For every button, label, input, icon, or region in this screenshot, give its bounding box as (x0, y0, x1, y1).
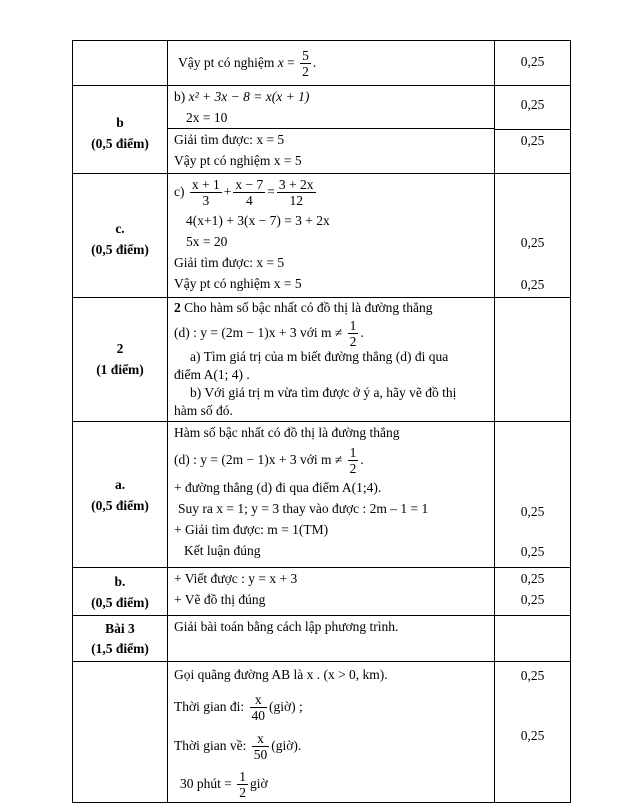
content-cell: + Viết được : y = x + 3 + Vẽ đồ thị đúng (168, 568, 495, 616)
score-cell: 0,25 0,25 (495, 86, 571, 174)
table-row (73, 568, 571, 616)
content-cell: Giải bài toán bằng cách lập phương trình. (168, 616, 495, 662)
label-cell: c. (0,5 điểm) (73, 174, 168, 298)
content-cell: Vậy pt có nghiệm x = $\frac{5}{2}$ . (168, 41, 495, 86)
label-cell (73, 41, 168, 86)
answer-table (72, 40, 571, 803)
table-row (73, 662, 571, 803)
score-cell: 0,25 (495, 41, 571, 86)
label-cell: b (0,5 điểm) (73, 86, 168, 174)
score-cell: 0,25 0,25 (495, 568, 571, 616)
table-row (73, 298, 571, 422)
table-row (73, 174, 571, 298)
content-cell: c) $\frac{x + 1}{3}$ + $\frac{x - 7}{4}$ = $\frac{3 + 2x}{12}$ 4(x+1) + 3(x − 7) = 3 + 2x 5x = 20 Giải tìm được: x = 5 Vậy pt có nghiệm x = 5 (168, 174, 495, 298)
label-cell (73, 662, 168, 803)
content-cell: 2 Cho hàm số bậc nhất có đồ thị là đường thẳng (d) : y = (2m − 1)x + 3 với m ≠ $\frac{1}{2}$ . a) Tìm giá trị của m biết đường thẳng (d) đi qua điểm A(1; 4) . b) Với giá trị m vừa tìm được ở ý a, hãy vẽ đồ thị hàm số đó. (168, 298, 495, 422)
content-cell: Gọi quãng đường AB là x . (x > 0, km). Thời gian đi: $\frac{x}{40}$ (giờ) ; Thời gian về: $\frac{x}{50}$ (giờ). 30 phút = $\frac{1}{2}$ giờ (168, 662, 495, 803)
fraction: $\frac{5}{2}$ (302, 47, 309, 80)
content-cell: Hàm số bậc nhất có đồ thị là đường thẳng (d) : y = (2m − 1)x + 3 với m ≠ $\frac{1}{2}$ . + đường thẳng (d) đi qua điểm A(1;4). Suy ra x = 1; y = 3 thay vào được : 2m – 1 = 1 + Giải tìm được: m = 1(TM) Kết luận đúng (168, 422, 495, 568)
label-cell: a. (0,5 điểm) (73, 422, 168, 568)
score-cell (495, 616, 571, 662)
label-cell: Bài 3 (1,5 điểm) (73, 616, 168, 662)
table-row (73, 616, 571, 662)
label-cell: b. (0,5 điểm) (73, 568, 168, 616)
table-row (73, 41, 571, 86)
score-cell: 0,25 0,25 (495, 422, 571, 568)
content-cell: b) x² + 3x − 8 = x(x + 1) 2x = 10 Giải tìm được: x = 5 Vậy pt có nghiệm x = 5 (168, 86, 495, 174)
score-cell (495, 298, 571, 422)
conclusion-text: Vậy pt có nghiệm (178, 55, 275, 70)
score-cell: 0,25 0,25 (495, 662, 571, 803)
table-row (73, 422, 571, 568)
score-cell: 0,25 0,25 (495, 174, 571, 298)
table-row (73, 86, 571, 174)
label-cell: 2 (1 điểm) (73, 298, 168, 422)
